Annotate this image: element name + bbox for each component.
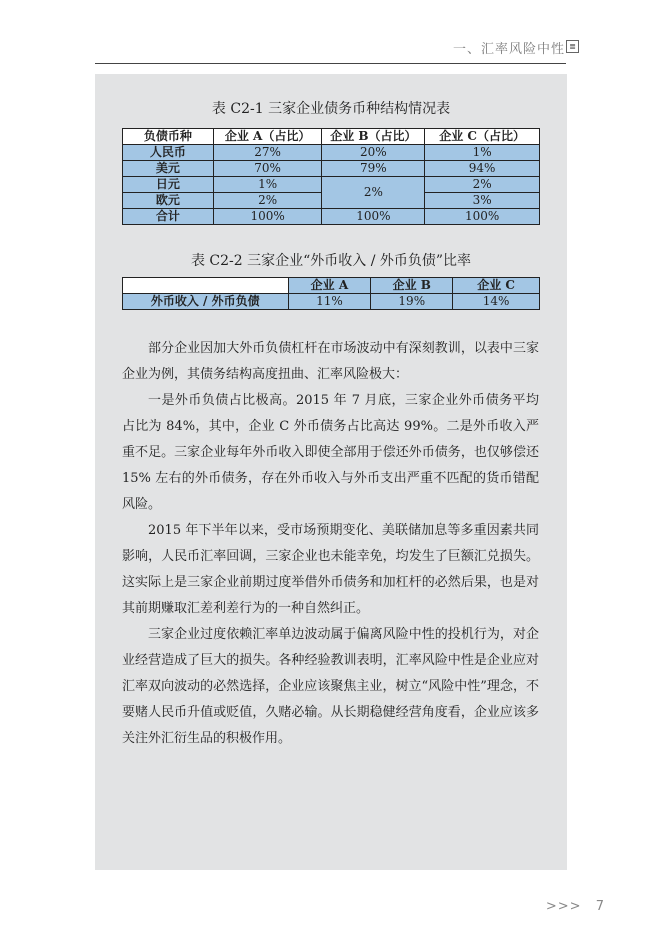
cell-rmb-c: 1% [425,145,540,161]
cell-total-c: 100% [425,209,540,225]
table-row [123,294,540,310]
table2-header-company-b: 企业 B [371,278,453,294]
cell-jpy-c: 2% [425,177,540,193]
cell-eur-a: 2% [213,193,322,209]
row-label-jpy: 日元 [123,177,214,193]
cell-jpy-eur-b-merged: 2% [322,177,425,209]
table-row [123,161,540,177]
table1-header-company-b: 企业 B（占比） [322,129,425,145]
debt-currency-table [122,128,540,225]
cell-usd-c: 94% [425,161,540,177]
paragraph: 一是外币负债占比极高。2015 年 7 月底，三家企业外币债务平均占比为 84%，其中，企业 C 外币债务占比高达 99%。二是外币收入严重不足。三家企业每年外币收入即使全部用于偿还外币债务，也仅够偿还 15% 左右的外币债务，存在外币收入与外币支出严重不匹配的货币错配风险。 [122,393,539,512]
cell-total-b: 100% [322,209,425,225]
table-row [123,209,540,225]
table1-header-company-c: 企业 C（占比） [425,129,540,145]
page-footer [546,899,604,914]
table1-header-row [123,129,540,145]
row-label-fx-ratio: 外币收入 / 外币负债 [123,294,289,310]
cell-rmb-a: 27% [213,145,322,161]
row-label-rmb: 人民币 [123,145,214,161]
cell-jpy-a: 1% [213,177,322,193]
row-label-usd: 美元 [123,161,214,177]
table1-title: 表 C2-1 三家企业债务币种结构情况表 [211,101,451,117]
table-row [123,145,540,161]
row-label-eur: 欧元 [123,193,214,209]
table2-header-row [123,278,540,294]
paragraph: 部分企业因加大外币负债杠杆在市场波动中有深刻教训，以表中三家企业为例，其债务结构高度扭曲、汇率风险极大： [122,341,539,382]
cell-ratio-a: 11% [288,294,371,310]
body-text [122,336,539,752]
fx-ratio-table [122,277,540,310]
cell-usd-b: 79% [322,161,425,177]
table1-header-currency: 负债币种 [123,129,214,145]
cell-rmb-b: 20% [322,145,425,161]
cell-ratio-c: 14% [453,294,540,310]
table2-header-company-a: 企业 A [288,278,371,294]
table2-header-company-c: 企业 C [453,278,540,294]
table-row [123,177,540,193]
paragraph: 2015 年下半年以来，受市场预期变化、美联储加息等多重因素共同影响，人民币汇率回调，三家企业也未能幸免，均发生了巨额汇兑损失。这实际上是三家企业前期过度举借外币债务和加杠杆的必然后果，也是对其前期赚取汇差利差行为的一种自然纠正。 [122,523,539,616]
table1-header-company-a: 企业 A（占比） [213,129,322,145]
paragraph: 三家企业过度依赖汇率单边波动属于偏离风险中性的投机行为，对企业经营造成了巨大的损失。各种经验教训表明，汇率风险中性是企业应对汇率双向波动的必然选择，企业应该聚焦主业，树立“风险中性”理念，不要赌人民币升值或贬值，久赌必输。从长期稳健经营角度看，企业应该多关注外汇衍生品的积极作用。 [122,627,539,746]
page-number: 7 [595,899,604,914]
table2-title: 表 C2-2 三家企业“外币收入 / 外币负债”比率 [190,253,472,269]
table2-header-blank [123,278,289,294]
cell-eur-c: 3% [425,193,540,209]
cell-total-a: 100% [213,209,322,225]
cell-usd-a: 70% [213,161,322,177]
row-label-total: 合计 [123,209,214,225]
running-head-section-title: 一、汇率风险中性 [452,42,565,57]
header-rule [95,63,566,64]
cell-ratio-b: 19% [371,294,453,310]
book-icon: ≣ [566,40,579,53]
page-arrows-icon: >>> [545,899,582,914]
